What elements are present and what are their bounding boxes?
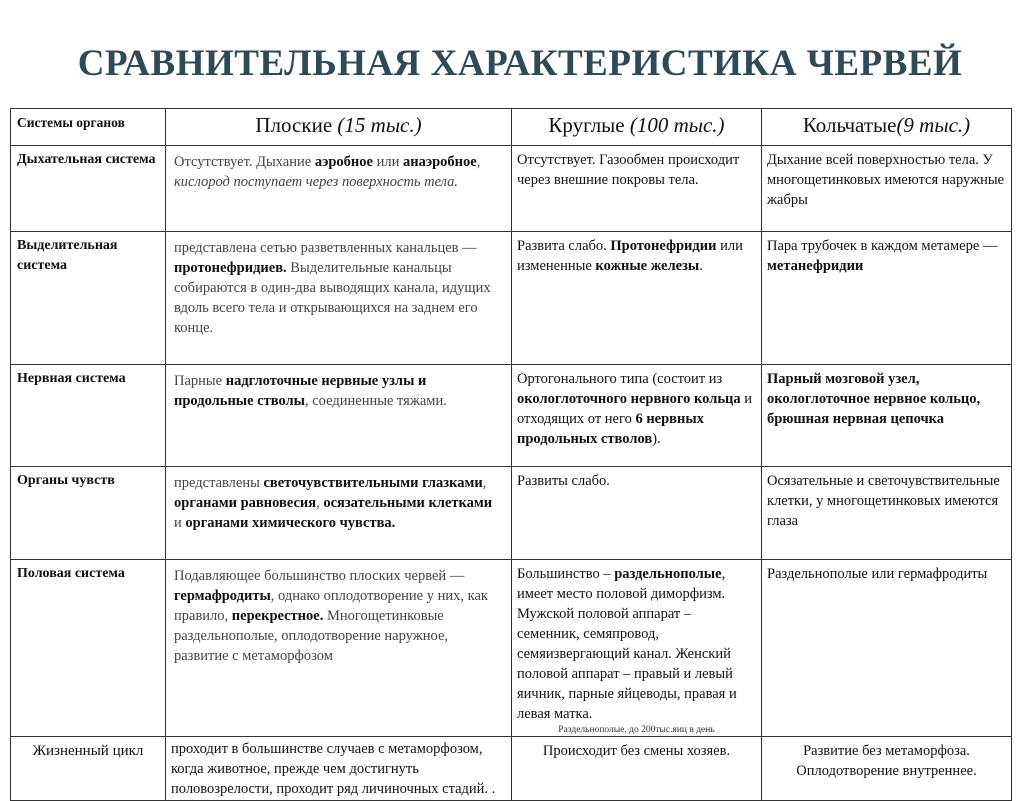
table-row xyxy=(11,737,1012,801)
table-row xyxy=(11,365,1012,467)
comparison-table xyxy=(10,108,1012,801)
cell-round-lifecycle: Происходит без смены хозяев. xyxy=(512,737,762,801)
row-label-breathing: Дыхательная система xyxy=(11,146,166,232)
cell-round-senses: Развиты слабо. xyxy=(512,467,762,560)
round-reproductive-note: Раздельнополые, до 200тыс.яиц в день xyxy=(558,725,715,735)
table-row xyxy=(11,146,1012,232)
cell-flat-excretory: представлена сетью разветвленных канальцев — протонефридиев. Выделительные канальцы собираются в один-два выводящих канала, идущих вдоль всего тела и открывающихся на заднем его конце. xyxy=(166,232,512,365)
cell-round-reproductive: Большинство – раздельнополые, имеет место половой диморфизм. Мужской половой аппарат – семенник, семяпровод, семяизвергающий канал. Женский половой аппарат – правый и левый яичник, парные яйцеводы, правая и левая матка. Раздельнополые, до 200тыс.яиц в день xyxy=(512,560,762,737)
cell-annelid-breathing: Дыхание всей поверхностью тела. У многощетинковых имеются наружные жабры xyxy=(762,146,1012,232)
cell-round-breathing: Отсутствует. Газообмен происходит через внешние покровы тела. xyxy=(512,146,762,232)
table-row xyxy=(11,232,1012,365)
cell-annelid-excretory: Пара трубочек в каждом метамере — метанефридии xyxy=(762,232,1012,365)
row-label-nervous: Нервная система xyxy=(11,365,166,467)
row-label-lifecycle: Жизненный цикл xyxy=(11,737,166,801)
row-label-reproductive: Половая система xyxy=(11,560,166,737)
row-label-senses: Органы чувств xyxy=(11,467,166,560)
cell-flat-breathing: Отсутствует. Дыхание аэробное или анаэробное, кислород поступает через поверхность тела. xyxy=(166,146,512,232)
row-label-excretory: Выделительная система xyxy=(11,232,166,365)
cell-round-nervous: Ортогонального типа (состоит из окологлоточного нервного кольца и отходящих от него 6 нервных продольных стволов). xyxy=(512,365,762,467)
cell-flat-lifecycle: проходит в большинстве случаев с метаморфозом, когда животное, прежде чем достигнуть половозрелости, проходит ряд личиночных стадий. . xyxy=(166,737,512,801)
cell-annelid-senses: Осязательные и светочувствительные клетки, у многощетинковых имеются глаза xyxy=(762,467,1012,560)
cell-round-excretory: Развита слабо. Протонефридии или измененные кожные железы. xyxy=(512,232,762,365)
cell-flat-nervous: Парные надглоточные нервные узлы и продольные стволы, соединенные тяжами. xyxy=(166,365,512,467)
cell-annelid-nervous: Парный мозговой узел, окологлоточное нервное кольцо, брюшная нервная цепочка xyxy=(762,365,1012,467)
cell-annelid-lifecycle: Развитие без метаморфоза. Оплодотворение внутреннее. xyxy=(762,737,1012,801)
header-round: Круглые (100 тыс.) xyxy=(512,109,762,146)
table-row xyxy=(11,467,1012,560)
cell-flat-senses: представлены светочувствительными глазками, органами равновесия, осязательными клетками и органами химического чувства. xyxy=(166,467,512,560)
page-title: СРАВНИТЕЛЬНАЯ ХАРАКТЕРИСТИКА ЧЕРВЕЙ xyxy=(77,43,963,84)
header-annelid: Кольчатые(9 тыс.) xyxy=(762,109,1012,146)
cell-flat-reproductive: Подавляющее большинство плоских червей — гермафродиты, однако оплодотворение у них, как правило, перекрестное. Многощетинковые раздельнополые, оплодотворение наружное, развитие с метаморфозом xyxy=(166,560,512,737)
header-systems: Системы органов xyxy=(11,109,166,146)
header-flat: Плоские (15 тыс.) xyxy=(166,109,512,146)
cell-annelid-reproductive: Раздельнополые или гермафродиты xyxy=(762,560,1012,737)
table-header-row xyxy=(11,109,1012,146)
table-row xyxy=(11,560,1012,737)
